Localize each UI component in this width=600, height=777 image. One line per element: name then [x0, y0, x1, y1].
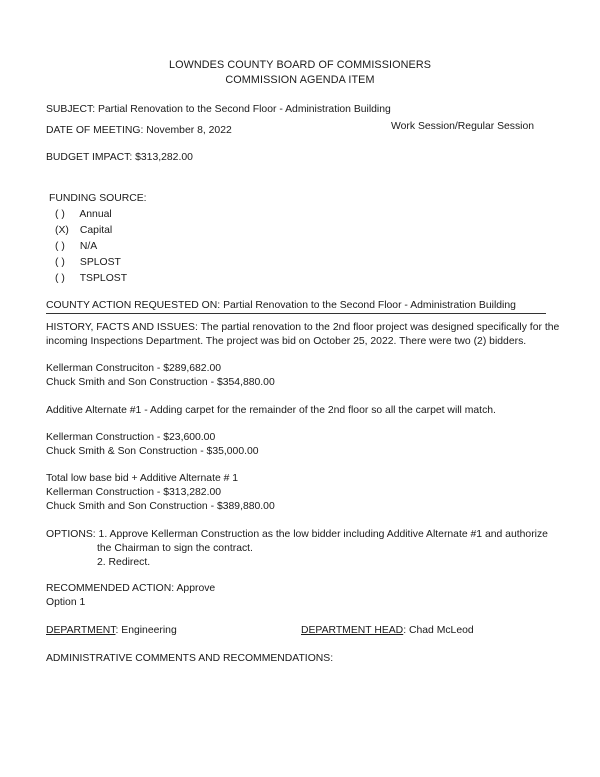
admin-comments-label: ADMINISTRATIVE COMMENTS AND RECOMMENDATIONS:	[46, 653, 334, 664]
department-head-value: : Chad McLeod	[403, 625, 474, 636]
funding-checkbox: ( )	[55, 209, 65, 220]
funding-item-label: N/A	[79, 241, 98, 252]
funding-item-annual	[55, 208, 112, 221]
meeting-date-line	[46, 124, 232, 137]
subject-line	[46, 103, 391, 116]
funding-item-na	[55, 240, 97, 253]
option-1-text: 1. Approve Kellerman Construction as the low bidder including Additive Alternate #1 and authorize	[98, 529, 548, 540]
recommended-action-line	[46, 582, 215, 595]
meeting-date-label: DATE OF MEETING:	[46, 125, 144, 136]
options-label: OPTIONS:	[46, 529, 96, 540]
budget-impact-value: $313,282.00	[135, 152, 193, 163]
department-head-label: DEPARTMENT HEAD	[301, 625, 404, 636]
county-action-value: Partial Renovation to the Second Floor - Administration Building	[223, 300, 516, 311]
funding-item-label: TSPLOST	[79, 273, 128, 284]
session-type: Work Session/Regular Session	[391, 121, 535, 132]
funding-item-label: Capital	[79, 225, 113, 236]
department-value: : Engineering	[115, 625, 177, 636]
funding-checkbox: ( )	[55, 273, 65, 284]
county-action-line	[46, 299, 516, 312]
budget-impact-line	[46, 151, 193, 164]
funding-item-label: Annual	[79, 209, 112, 220]
recommended-action-value: Approve	[176, 583, 216, 594]
funding-checkbox: (X)	[55, 225, 69, 236]
subject-value: Partial Renovation to the Second Floor - Administration Building	[97, 104, 391, 115]
totals-heading: Total low base bid + Additive Alternate # 1	[46, 473, 239, 484]
history-text-1: The partial renovation to the 2nd floor project was designed specifically for the	[200, 322, 560, 333]
department-head-line	[301, 624, 474, 637]
department-label: DEPARTMENT	[46, 625, 116, 636]
document-header	[0, 58, 600, 88]
funding-item-capital	[55, 224, 112, 237]
history-label: HISTORY, FACTS AND ISSUES:	[46, 322, 198, 333]
alternate-bid-kellerman: Kellerman Construction - $23,600.00	[46, 432, 216, 443]
base-bid-kellerman: Kellerman Construciton - $289,682.00	[46, 363, 222, 374]
total-bid-chuck-smith: Chuck Smith and Son Construction - $389,880.00	[46, 501, 275, 512]
funding-source-label: FUNDING SOURCE:	[49, 193, 147, 204]
funding-item-label: SPLOST	[79, 257, 121, 268]
options-line-1	[46, 528, 548, 541]
recommended-action-label: RECOMMENDED ACTION:	[46, 583, 175, 594]
history-line-1	[46, 321, 559, 334]
funding-item-splost	[55, 256, 121, 269]
subject-label: SUBJECT:	[46, 104, 96, 115]
header-board-name: LOWNDES COUNTY BOARD OF COMMISSIONERS	[168, 59, 432, 71]
history-line-2: incoming Inspections Department. The project was bid on October 25, 2022. There were two (2) bidders.	[46, 336, 527, 347]
funding-item-tsplost	[55, 272, 127, 285]
section-divider	[46, 313, 546, 314]
meeting-date-value: November 8, 2022	[146, 125, 232, 136]
header-doc-type: COMMISSION AGENDA ITEM	[225, 74, 375, 86]
funding-checkbox: ( )	[55, 241, 65, 252]
option-2-text: 2. Redirect.	[97, 557, 151, 568]
alternate-bid-chuck-smith: Chuck Smith & Son Construction - $35,000.00	[46, 446, 259, 457]
budget-impact-label: BUDGET IMPACT:	[46, 152, 133, 163]
total-bid-kellerman: Kellerman Construction - $313,282.00	[46, 487, 222, 498]
funding-checkbox: ( )	[55, 257, 65, 268]
base-bid-chuck-smith: Chuck Smith and Son Construction - $354,880.00	[46, 377, 275, 388]
recommended-option: Option 1	[46, 597, 86, 608]
county-action-label: COUNTY ACTION REQUESTED ON:	[46, 300, 221, 311]
additive-alternate-description: Additive Alternate #1 - Adding carpet for the remainder of the 2nd floor so all the carpet will match.	[46, 405, 496, 416]
option-1-continuation: the Chairman to sign the contract.	[97, 543, 253, 554]
department-line	[46, 624, 177, 637]
